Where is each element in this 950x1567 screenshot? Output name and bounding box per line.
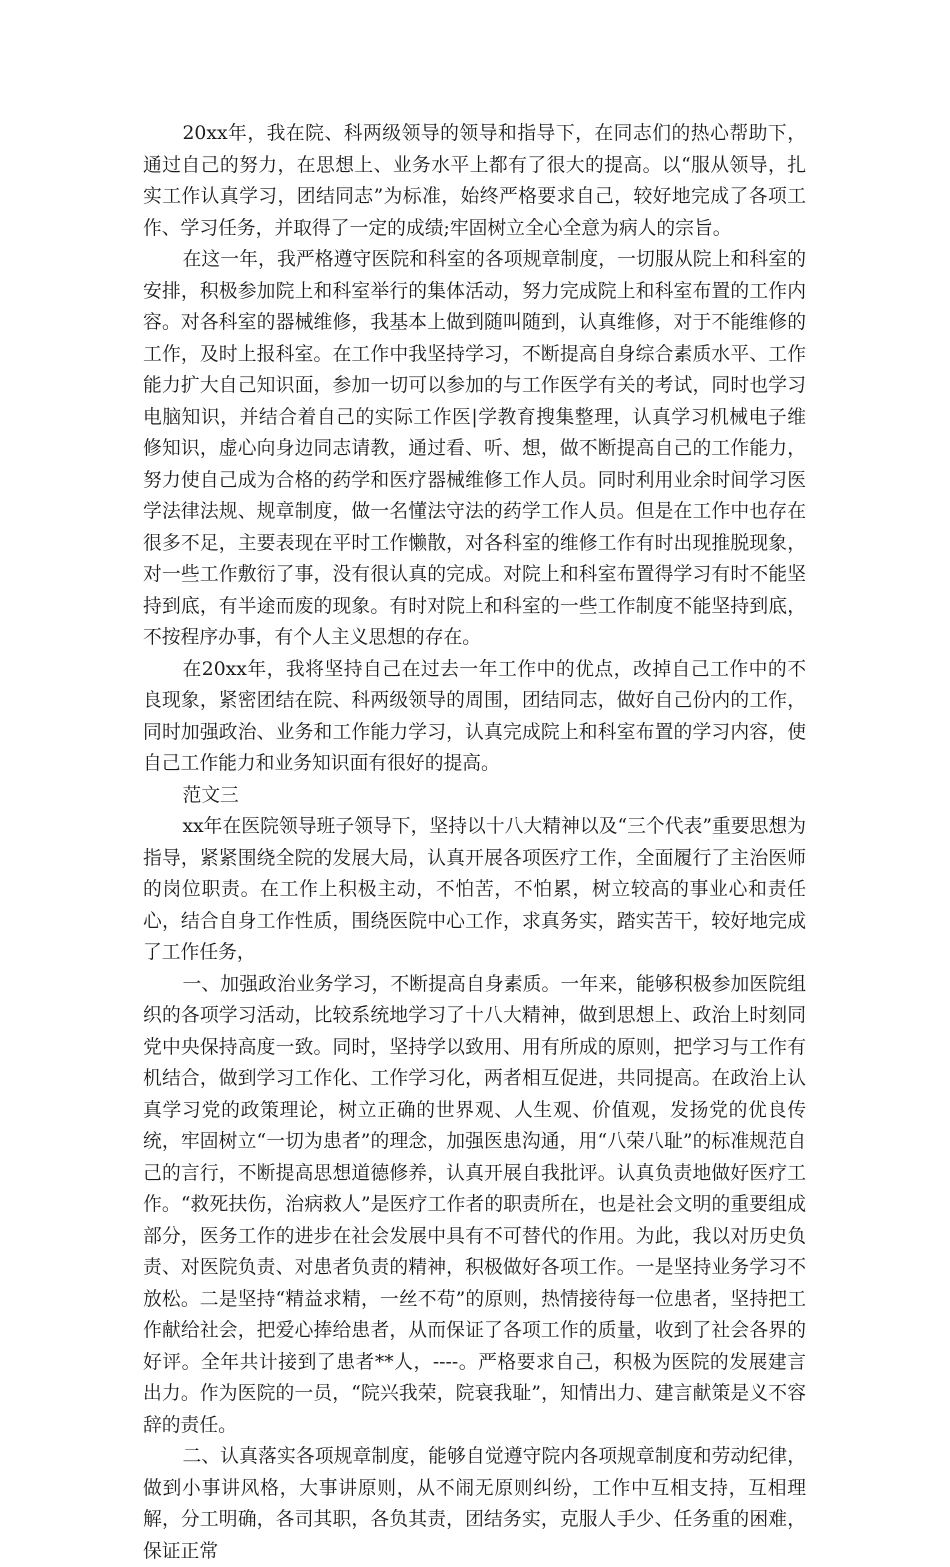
paragraph-intro: 20xx年，我在院、科两级领导的领导和指导下，在同志们的热心帮助下，通过自己的努力，在思想上、业务水平上都有了很大的提高。以“服从领导，扎实工作认真学习，团结同志”为标准，始终严格要求自己，较好地完成了各项工作、学习任务，并取得了一定的成绩;牢固树立全心全意为病人的宗旨。 xyxy=(143,123,806,239)
document-body xyxy=(143,118,806,1567)
section-heading: 范文三 xyxy=(182,784,239,806)
paragraph-point-two: 二、认真落实各项规章制度，能够自觉遵守院内各项规章制度和劳动纪律，做到小事讲风格，大事讲原则，从不闹无原则纠纷，工作中互相支持，互相理解，分工明确，各司其职，各负其责，团结务实，克服人手少、任务重的困难，保证正常 xyxy=(143,1446,806,1562)
paragraph-work-summary: 在这一年，我严格遵守医院和科室的各项规章制度，一切服从院上和科室的安排，积极参加院上和科室举行的集体活动，努力完成院上和科室布置的工作内容。对各科室的器械维修，我基本上做到随叫随到，认真维修，对于不能维修的工作，及时上报科室。在工作中我坚持学习，不断提高自身综合素质水平、工作能力扩大自己知识面，参加一切可以参加的与工作医学有关的考试，同时也学习电脑知识，并结合着自己的实际工作医|学教育搜集整理，认真学习机械电子维修知识，虚心向身边同志请教，通过看、听、想，做不断提高自己的工作能力，努力使自己成为合格的药学和医疗器械维修工作人员。同时利用业余时间学习医学法律法规、规章制度，做一名懂法守法的药学工作人员。但是在工作中也存在很多不足，主要表现在平时工作懒散，对各科室的维修工作有时出现推脱现象，对一些工作敷衍了事，没有很认真的完成。对院上和科室布置得学习有时不能坚持到底，有半途而废的现象。有时对院上和科室的一些工作制度不能坚持到底，不按程序办事，有个人主义思想的存在。 xyxy=(143,249,806,648)
paragraph-point-one: 一、加强政治业务学习，不断提高自身素质。一年来，能够积极参加医院组织的各项学习活动，比较系统地学习了十八大精神，做到思想上、政治上时刻同党中央保持高度一致。同时，坚持学以致用、用有所成的原则，把学习与工作有机结合，做到学习工作化、工作学习化，两者相互促进，共同提高。在政治上认真学习党的政策理论，树立正确的世界观、人生观、价值观，发扬党的优良传统，牢固树立“一切为患者”的理念，加强医患沟通，用“八荣八耻”的标准规范自己的言行，不断提高思想道德修养，认真开展自我批评。认真负责地做好医疗工作。“救死扶伤，治病救人”是医疗工作者的职责所在，也是社会文明的重要组成部分，医务工作的进步在社会发展中具有不可替代的作用。为此，我以对历史负责、对医院负责、对患者负责的精神，积极做好各项工作。一是坚持业务学习不放松。二是坚持“精益求精，一丝不苟”的原则，热情接待每一位患者，坚持把工作献给社会，把爱心捧给患者，从而保证了各项工作的质量，收到了社会各界的好评。全年共计接到了患者**人，----。严格要求自己，积极为医院的发展建言出力。作为医院的一员，“院兴我荣，院衰我耻”，知情出力、建言献策是义不容辞的责任。 xyxy=(143,973,806,1436)
paragraph-plan: 在20xx年，我将坚持自己在过去一年工作中的优点，改掉自己工作中的不良现象，紧密团结在院、科两级领导的周围，团结同志，做好自己份内的工作，同时加强政治、业务和工作能力学习，认真完成院上和科室布置的学习内容，使自己工作能力和业务知识面有很好的提高。 xyxy=(143,658,806,774)
paragraph-section-intro: xx年在医院领导班子领导下，坚持以十八大精神以及“三个代表”重要思想为指导，紧紧围绕全院的发展大局，认真开展各项医疗工作，全面履行了主治医师的岗位职责。在工作上积极主动，不怕苦，不怕累，树立较高的事业心和责任心，结合自身工作性质，围绕医院中心工作，求真务实，踏实苦干，较好地完成了工作任务， xyxy=(143,816,806,963)
